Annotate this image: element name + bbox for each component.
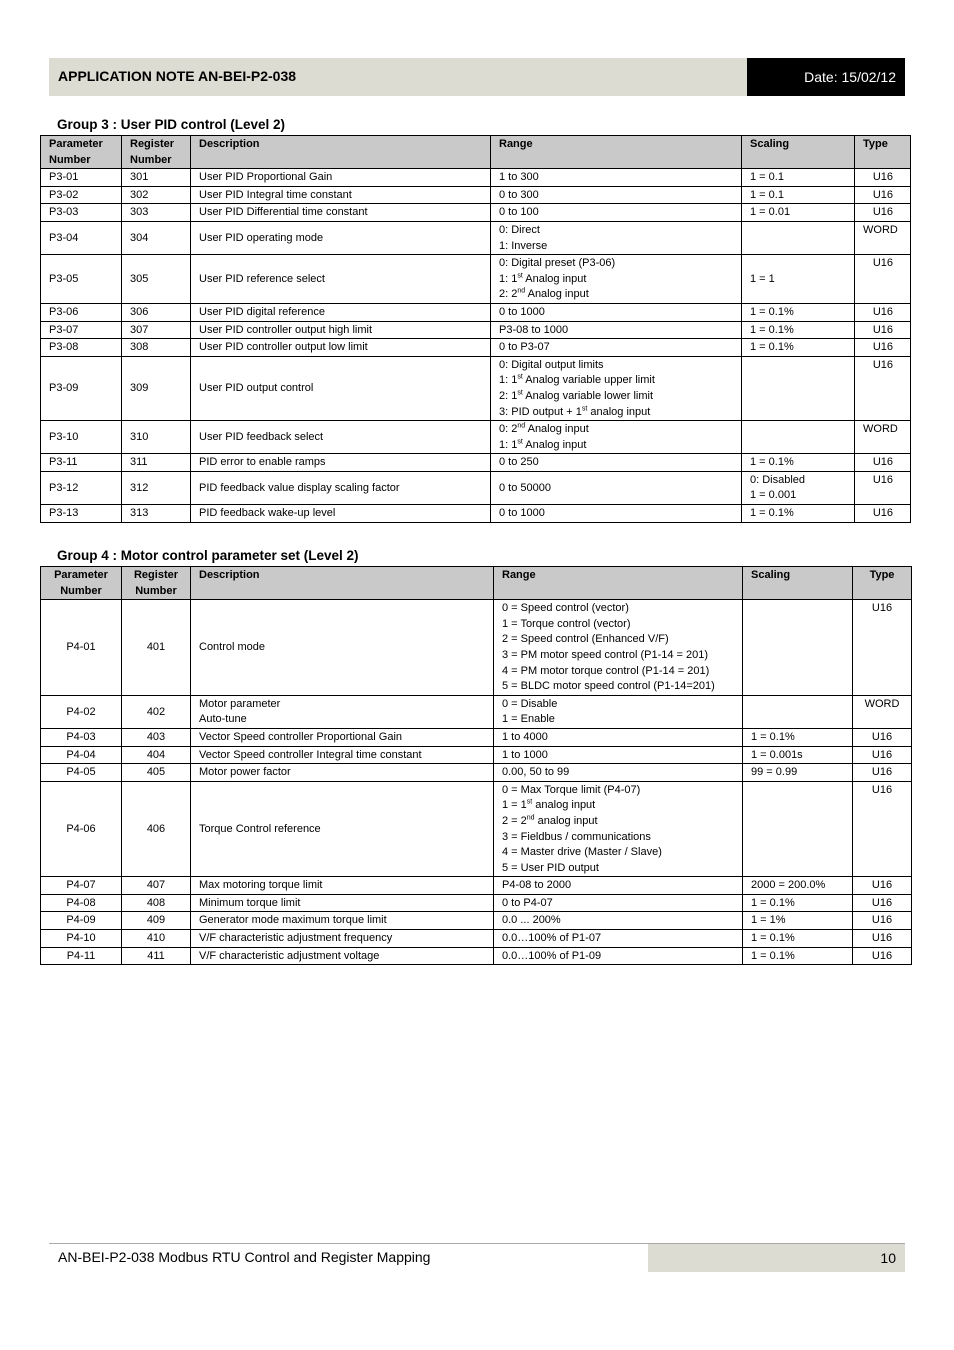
- type-cell: U16: [853, 781, 912, 877]
- table-row: [41, 169, 911, 187]
- type-cell: U16: [855, 186, 911, 204]
- register-number: 309: [122, 356, 191, 420]
- cell-line: 1: Inverse: [499, 239, 548, 252]
- description-cell: [191, 600, 494, 696]
- cell-line: 0 to P3-07: [499, 341, 550, 354]
- cell-line: Motor power factor: [199, 766, 291, 779]
- range-cell: [494, 728, 743, 746]
- cell-line: 0.0…100% of P1-09: [502, 949, 602, 962]
- cell-line: Generator mode maximum torque limit: [199, 914, 387, 927]
- cell-line: 0: Digital preset (P3-06): [499, 257, 616, 270]
- scaling-cell: [742, 303, 855, 321]
- cell-line: 0 = Max Torque limit (P4-07): [502, 783, 641, 796]
- register-number: 401: [122, 600, 191, 696]
- cell-line: 3 = Fieldbus / communications: [502, 830, 651, 843]
- scaling-cell: [743, 894, 853, 912]
- cell-line: 0 to 100: [499, 206, 539, 219]
- register-number: 301: [122, 169, 191, 187]
- parameter-number: P4-09: [41, 912, 122, 930]
- scaling-cell: [742, 421, 855, 454]
- type-cell: U16: [855, 339, 911, 357]
- table-row: [41, 764, 912, 782]
- register-number: 406: [122, 781, 191, 877]
- cell-line: 3 = PM motor speed control (P1-14 = 201): [502, 648, 709, 661]
- scaling-cell: [743, 930, 853, 948]
- scaling-cell: [742, 321, 855, 339]
- type-cell: U16: [855, 471, 911, 504]
- parameter-number: P4-03: [41, 728, 122, 746]
- table-row: [41, 728, 912, 746]
- scaling-cell: [742, 186, 855, 204]
- parameter-number: P3-12: [41, 471, 122, 504]
- cell-line: User PID controller output low limit: [199, 341, 368, 354]
- table-row: [41, 894, 912, 912]
- cell-line: 0: Disabled: [750, 473, 806, 486]
- cell-line: 0 to 1000: [499, 507, 545, 520]
- register-number: 312: [122, 471, 191, 504]
- cell-line: PID feedback value display scaling factor: [199, 481, 400, 494]
- table-header-row: [41, 136, 911, 169]
- range-cell: [491, 421, 742, 454]
- table-row: [41, 947, 912, 965]
- cell-line: 1: 1st Analog input: [499, 438, 587, 451]
- description-cell: [191, 321, 491, 339]
- scaling-cell: [743, 600, 853, 696]
- cell-line: V/F characteristic adjustment frequency: [199, 932, 393, 945]
- type-cell: U16: [853, 912, 912, 930]
- table-row: [41, 930, 912, 948]
- parameter-number: P3-05: [41, 255, 122, 304]
- description-cell: [191, 877, 494, 895]
- cell-line: 1 = 0.001: [750, 489, 797, 502]
- range-cell: [491, 169, 742, 187]
- table-row: [41, 877, 912, 895]
- parameter-number: P3-10: [41, 421, 122, 454]
- cell-line: 1 = 0.1: [750, 188, 784, 201]
- column-header-range: Range: [494, 567, 743, 600]
- description-cell: [191, 781, 494, 877]
- column-header-range: Range: [491, 136, 742, 169]
- scaling-cell: [742, 221, 855, 254]
- footer-text: AN-BEI-P2-038 Modbus RTU Control and Register Mapping: [58, 1249, 431, 1265]
- register-number: 304: [122, 221, 191, 254]
- cell-line: 1 = 1: [750, 272, 775, 285]
- cell-line: 1 = 0.01: [750, 206, 791, 219]
- cell-line: 4 = PM motor torque control (P1-14 = 201): [502, 664, 710, 677]
- cell-line: V/F characteristic adjustment voltage: [199, 949, 380, 962]
- range-cell: [494, 894, 743, 912]
- parameter-number: P3-03: [41, 204, 122, 222]
- cell-line: 2: 1st Analog variable lower limit: [499, 389, 654, 402]
- description-cell: [191, 204, 491, 222]
- parameter-number: P3-07: [41, 321, 122, 339]
- description-cell: [191, 505, 491, 523]
- table-row: [41, 186, 911, 204]
- table-row: [41, 321, 911, 339]
- cell-line: 1 to 300: [499, 171, 539, 184]
- register-number: 407: [122, 877, 191, 895]
- scaling-cell: [743, 746, 853, 764]
- type-cell: U16: [855, 255, 911, 304]
- description-cell: [191, 186, 491, 204]
- parameter-number: P4-02: [41, 695, 122, 728]
- column-header-register: Register Number: [122, 567, 191, 600]
- type-cell: U16: [853, 947, 912, 965]
- register-number: 307: [122, 321, 191, 339]
- document-title: APPLICATION NOTE AN-BEI-P2-038: [58, 68, 297, 84]
- range-cell: [491, 454, 742, 472]
- description-cell: [191, 421, 491, 454]
- parameter-number: P3-02: [41, 186, 122, 204]
- cell-line: 2 = Speed control (Enhanced V/F): [502, 633, 669, 646]
- cell-line: User PID reference select: [199, 272, 325, 285]
- cell-line: 1: 1st Analog input: [499, 272, 587, 285]
- type-cell: U16: [853, 746, 912, 764]
- description-cell: [191, 912, 494, 930]
- cell-line: Auto-tune: [199, 713, 247, 726]
- description-cell: [191, 695, 494, 728]
- table-row: [41, 471, 911, 504]
- parameter-number: P3-01: [41, 169, 122, 187]
- range-cell: [491, 321, 742, 339]
- cell-line: 5 = User PID output: [502, 861, 599, 874]
- cell-line: 1 = 0.1%: [750, 305, 794, 318]
- cell-line: User PID feedback select: [199, 430, 324, 443]
- register-number: 410: [122, 930, 191, 948]
- register-number: 409: [122, 912, 191, 930]
- column-header-type: Type: [855, 136, 911, 169]
- register-number: 303: [122, 204, 191, 222]
- register-number: 408: [122, 894, 191, 912]
- cell-line: 1 = Enable: [502, 713, 555, 726]
- description-cell: [191, 746, 494, 764]
- cell-line: 1 = Torque control (vector): [502, 617, 631, 630]
- column-header-description: Description: [191, 136, 491, 169]
- scaling-cell: [742, 471, 855, 504]
- table-row: [41, 221, 911, 254]
- cell-line: 2000 = 200.0%: [751, 879, 826, 892]
- description-cell: [191, 764, 494, 782]
- cell-line: Max motoring torque limit: [199, 879, 323, 892]
- cell-line: 1 = 0.1: [750, 171, 784, 184]
- register-number: 313: [122, 505, 191, 523]
- table-row: [41, 912, 912, 930]
- document-date: Date: 15/02/12: [747, 58, 905, 96]
- parameter-number: P4-01: [41, 600, 122, 696]
- range-cell: [491, 356, 742, 420]
- group4-table: [40, 566, 912, 965]
- register-number: 405: [122, 764, 191, 782]
- description-cell: [191, 255, 491, 304]
- description-cell: [191, 454, 491, 472]
- range-cell: [491, 505, 742, 523]
- range-cell: [491, 471, 742, 504]
- cell-line: 1 = 0.1%: [750, 456, 794, 469]
- type-cell: U16: [855, 169, 911, 187]
- table-row: [41, 339, 911, 357]
- range-cell: [494, 912, 743, 930]
- type-cell: U16: [853, 894, 912, 912]
- description-cell: [191, 894, 494, 912]
- cell-line: 5 = BLDC motor speed control (P1-14=201): [502, 680, 715, 693]
- cell-line: P3-08 to 1000: [499, 323, 569, 336]
- parameter-number: P3-06: [41, 303, 122, 321]
- scaling-cell: [742, 356, 855, 420]
- cell-line: 0: Digital output limits: [499, 358, 604, 371]
- cell-line: 0 = Disable: [502, 697, 558, 710]
- parameter-number: P4-08: [41, 894, 122, 912]
- description-cell: [191, 303, 491, 321]
- type-cell: U16: [853, 728, 912, 746]
- group3-table: [40, 135, 911, 523]
- register-number: 404: [122, 746, 191, 764]
- cell-line: 1: 1st Analog variable upper limit: [499, 373, 655, 387]
- cell-line: 1 = 0.1%: [751, 949, 795, 962]
- cell-line: 1 = 1st analog input: [502, 798, 596, 812]
- table-row: [41, 303, 911, 321]
- scaling-cell: [743, 695, 853, 728]
- group3-title: Group 3 : User PID control (Level 2): [57, 117, 286, 132]
- page-number: 10: [648, 1244, 905, 1272]
- cell-line: 0.00, 50 to 99: [502, 766, 570, 779]
- scaling-cell: [743, 912, 853, 930]
- register-number: 403: [122, 728, 191, 746]
- column-header-type: Type: [853, 567, 912, 600]
- cell-line: Control mode: [199, 641, 266, 654]
- cell-line: User PID Integral time constant: [199, 188, 352, 201]
- cell-line: P4-08 to 2000: [502, 879, 572, 892]
- parameter-number: P4-05: [41, 764, 122, 782]
- table-row: [41, 255, 911, 304]
- cell-line: 3: PID output + 1st analog input: [499, 404, 651, 418]
- cell-line: Minimum torque limit: [199, 896, 301, 909]
- parameter-number: P3-08: [41, 339, 122, 357]
- parameter-number: P3-09: [41, 356, 122, 420]
- table-row: [41, 421, 911, 454]
- type-cell: WORD: [855, 221, 911, 254]
- parameter-number: P3-13: [41, 505, 122, 523]
- range-cell: [494, 764, 743, 782]
- type-cell: U16: [855, 204, 911, 222]
- cell-line: 0 to 250: [499, 456, 539, 469]
- cell-line: 0: 2nd Analog input: [499, 422, 589, 436]
- parameter-number: P4-10: [41, 930, 122, 948]
- range-cell: [491, 339, 742, 357]
- cell-line: User PID controller output high limit: [199, 323, 373, 336]
- column-header-scaling: Scaling: [742, 136, 855, 169]
- register-number: 305: [122, 255, 191, 304]
- cell-line: 2 = 2nd analog input: [502, 814, 598, 827]
- range-cell: [491, 204, 742, 222]
- cell-line: Torque Control reference: [199, 822, 321, 835]
- cell-line: 0 to 300: [499, 188, 539, 201]
- cell-line: User PID digital reference: [199, 305, 325, 318]
- cell-line: 1 = 0.1%: [751, 932, 795, 945]
- column-header-scaling: Scaling: [743, 567, 853, 600]
- range-cell: [494, 695, 743, 728]
- register-number: 411: [122, 947, 191, 965]
- table-row: [41, 600, 912, 696]
- cell-line: 1 = 1%: [751, 914, 786, 927]
- scaling-cell: [742, 169, 855, 187]
- range-cell: [494, 930, 743, 948]
- cell-line: 0: Direct: [499, 223, 540, 236]
- description-cell: [191, 221, 491, 254]
- range-cell: [494, 746, 743, 764]
- register-number: 311: [122, 454, 191, 472]
- parameter-number: P3-04: [41, 221, 122, 254]
- scaling-cell: [743, 877, 853, 895]
- column-header-parameter: Parameter Number: [41, 136, 122, 169]
- cell-line: Motor parameter: [199, 697, 281, 710]
- range-cell: [494, 947, 743, 965]
- type-cell: U16: [853, 600, 912, 696]
- range-cell: [494, 600, 743, 696]
- parameter-number: P4-06: [41, 781, 122, 877]
- cell-line: PID error to enable ramps: [199, 456, 326, 469]
- range-cell: [491, 303, 742, 321]
- cell-line: 1 = 0.001s: [751, 748, 803, 761]
- range-cell: [494, 781, 743, 877]
- cell-line: 1 = 0.1%: [750, 507, 794, 520]
- cell-line: 2: 2nd Analog input: [499, 287, 589, 301]
- table-row: [41, 204, 911, 222]
- cell-line: 0 to P4-07: [502, 896, 553, 909]
- scaling-cell: [742, 505, 855, 523]
- cell-line: 1 to 4000: [502, 730, 548, 743]
- scaling-cell: [742, 339, 855, 357]
- cell-line: 1 to 1000: [502, 748, 548, 761]
- parameter-number: P4-07: [41, 877, 122, 895]
- type-cell: U16: [853, 877, 912, 895]
- table-row: [41, 356, 911, 420]
- description-cell: [191, 169, 491, 187]
- description-cell: [191, 356, 491, 420]
- register-number: 402: [122, 695, 191, 728]
- register-number: 306: [122, 303, 191, 321]
- cell-line: 0.0 ... 200%: [502, 914, 561, 927]
- cell-line: User PID output control: [199, 382, 314, 395]
- cell-line: PID feedback wake-up level: [199, 507, 336, 520]
- range-cell: [491, 255, 742, 304]
- register-number: 310: [122, 421, 191, 454]
- description-cell: [191, 947, 494, 965]
- type-cell: U16: [855, 356, 911, 420]
- register-number: 302: [122, 186, 191, 204]
- cell-line: 1 = 0.1%: [751, 730, 795, 743]
- cell-line: User PID Differential time constant: [199, 206, 368, 219]
- cell-line: 0 to 50000: [499, 481, 551, 494]
- register-number: 308: [122, 339, 191, 357]
- table-row: [41, 781, 912, 877]
- table-row: [41, 695, 912, 728]
- scaling-cell: [743, 947, 853, 965]
- group4-title: Group 4 : Motor control parameter set (Level 2): [57, 548, 359, 563]
- cell-line: 1 = 0.1%: [750, 323, 794, 336]
- scaling-cell: [742, 454, 855, 472]
- type-cell: WORD: [855, 421, 911, 454]
- table-row: [41, 454, 911, 472]
- cell-line: Vector Speed controller Integral time constant: [199, 748, 422, 761]
- scaling-cell: [743, 728, 853, 746]
- type-cell: U16: [853, 930, 912, 948]
- cell-line: User PID operating mode: [199, 231, 324, 244]
- range-cell: [491, 221, 742, 254]
- cell-line: Vector Speed controller Proportional Gain: [199, 730, 403, 743]
- scaling-cell: [742, 255, 855, 304]
- range-cell: [494, 877, 743, 895]
- cell-line: 0 to 1000: [499, 305, 545, 318]
- parameter-number: P4-04: [41, 746, 122, 764]
- table-row: [41, 505, 911, 523]
- cell-line: 4 = Master drive (Master / Slave): [502, 846, 662, 859]
- cell-line: 1 = 0.1%: [750, 341, 794, 354]
- column-header-parameter: Parameter Number: [41, 567, 122, 600]
- table-header-row: [41, 567, 912, 600]
- type-cell: WORD: [853, 695, 912, 728]
- column-header-register: Register Number: [122, 136, 191, 169]
- scaling-cell: [742, 204, 855, 222]
- type-cell: U16: [855, 454, 911, 472]
- description-cell: [191, 728, 494, 746]
- range-cell: [491, 186, 742, 204]
- type-cell: U16: [855, 303, 911, 321]
- cell-line: 0.0…100% of P1-07: [502, 932, 602, 945]
- parameter-number: P4-11: [41, 947, 122, 965]
- scaling-cell: [743, 781, 853, 877]
- type-cell: U16: [855, 321, 911, 339]
- parameter-number: P3-11: [41, 454, 122, 472]
- cell-line: 99 = 0.99: [751, 766, 798, 779]
- cell-line: 1 = 0.1%: [751, 896, 795, 909]
- table-row: [41, 746, 912, 764]
- scaling-cell: [743, 764, 853, 782]
- cell-line: User PID Proportional Gain: [199, 171, 333, 184]
- type-cell: U16: [855, 505, 911, 523]
- description-cell: [191, 930, 494, 948]
- column-header-description: Description: [191, 567, 494, 600]
- type-cell: U16: [853, 764, 912, 782]
- description-cell: [191, 471, 491, 504]
- description-cell: [191, 339, 491, 357]
- cell-line: 0 = Speed control (vector): [502, 602, 629, 615]
